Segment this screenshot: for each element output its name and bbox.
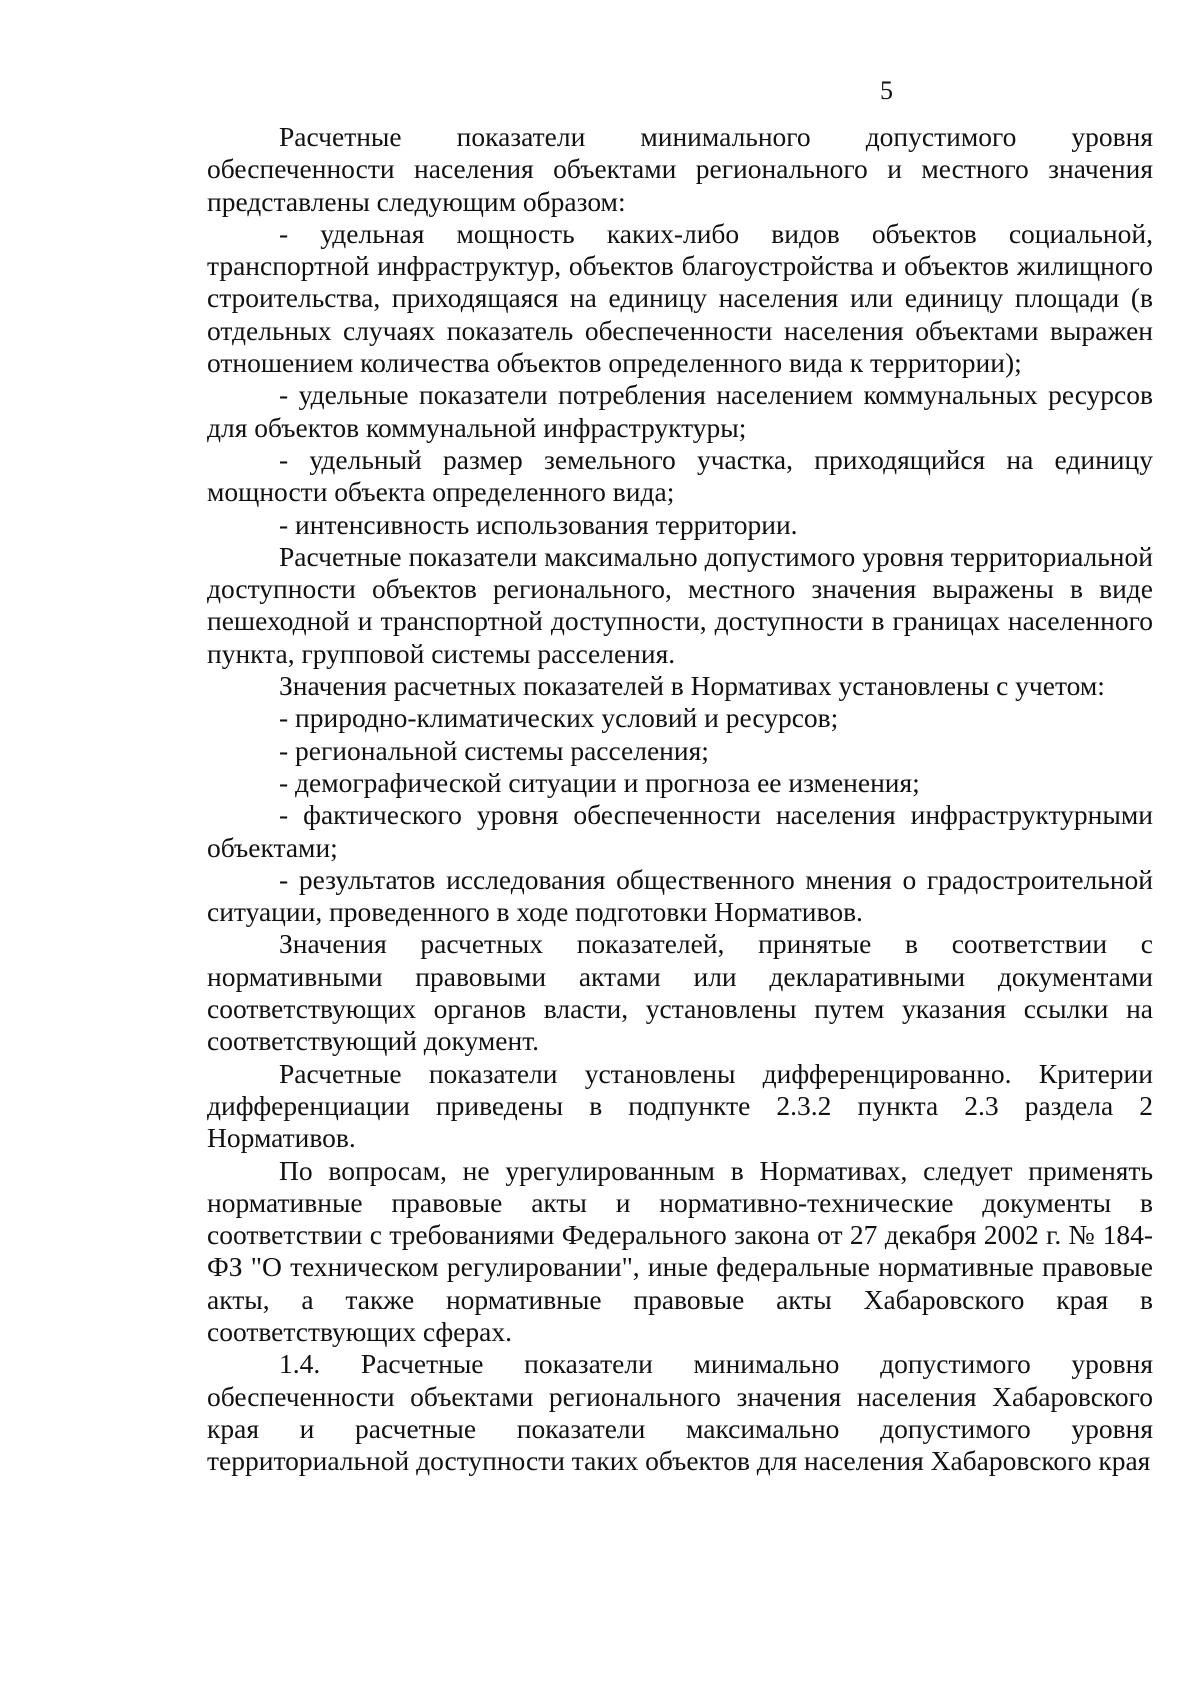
list-item-demography: - демографической ситуации и прогноза ее изменения;	[279, 766, 920, 798]
document-body	[207, 121, 1153, 1477]
list-item-consumption: - удельные показатели потребления населением коммунальных ресурсов для объектов коммунальной инфраструктуры;	[207, 379, 1153, 443]
list-item-actual-level: - фактического уровня обеспеченности населения инфраструктурными объектами;	[207, 799, 1153, 863]
list-item-specific-capacity: - удельная мощность каких-либо видов объектов социальной, транспортной инфраструктур, объектов благоустройства и объектов жилищного строительства, приходящаяся на единицу населения или единицу площади (в отдельных случаях показатель обеспеченности населения объектами выражен отношением количества объектов определенного вида к территории);	[207, 217, 1153, 379]
list-item-survey: - результатов исследования общественного мнения о градостроительной ситуации, проведенного в ходе подготовки Нормативов.	[207, 863, 1153, 928]
section-heading-1-4: 1.4. Расчетные показатели минимально допустимого уровня обеспеченности объектами регионального значения населения Хабаровского края и расчетные показатели максимально допустимого уровня территориальной доступности таких объектов для населения Хабаровского края	[207, 1348, 1153, 1477]
page-number: 5	[880, 76, 893, 105]
paragraph-legal-acts: Значения расчетных показателей, принятые в соответствии с нормативными правовыми актами или декларативными документами соответствующих органов власти, установлены путем указания ссылки на соответствующий документ.	[207, 928, 1153, 1057]
list-item-land-plot: - удельный размер земельного участка, приходящийся на единицу мощности объекта определенного вида;	[207, 443, 1153, 508]
paragraph-accessibility: Расчетные показатели максимально допустимого уровня территориальной доступности объектов регионального, местного значения выражены в виде пешеходной и транспортной доступности, доступности в границах населенного пункта, групповой системы расселения.	[207, 540, 1153, 669]
list-item-settlement: - региональной системы расселения;	[279, 734, 709, 766]
paragraph-unregulated: По вопросам, не урегулированным в Нормативах, следует применять нормативные правовые акты и нормативно-технические документы в соответствии с требованиями Федерального закона от 27 декабря 2002 г. № 184-ФЗ "О техническом регулировании", иные федеральные нормативные правовые акты, а также нормативные правовые акты Хабаровского края в соответствующих сферах.	[207, 1154, 1153, 1347]
paragraph-intro: Расчетные показатели минимального допустимого уровня обеспеченности населения объектами регионального и местного значения представлены следующим образом:	[207, 121, 1153, 217]
paragraph-values-basis: Значения расчетных показателей в Нормативах установлены с учетом:	[279, 670, 1105, 702]
paragraph-differentiation: Расчетные показатели установлены дифференцированно. Критерии дифференциации приведены в подпункте 2.3.2 пункта 2.3 раздела 2 Нормативов.	[207, 1057, 1153, 1154]
list-item-climate: - природно-климатических условий и ресурсов;	[279, 702, 839, 734]
list-item-intensity: - интенсивность использования территории.	[279, 508, 798, 540]
